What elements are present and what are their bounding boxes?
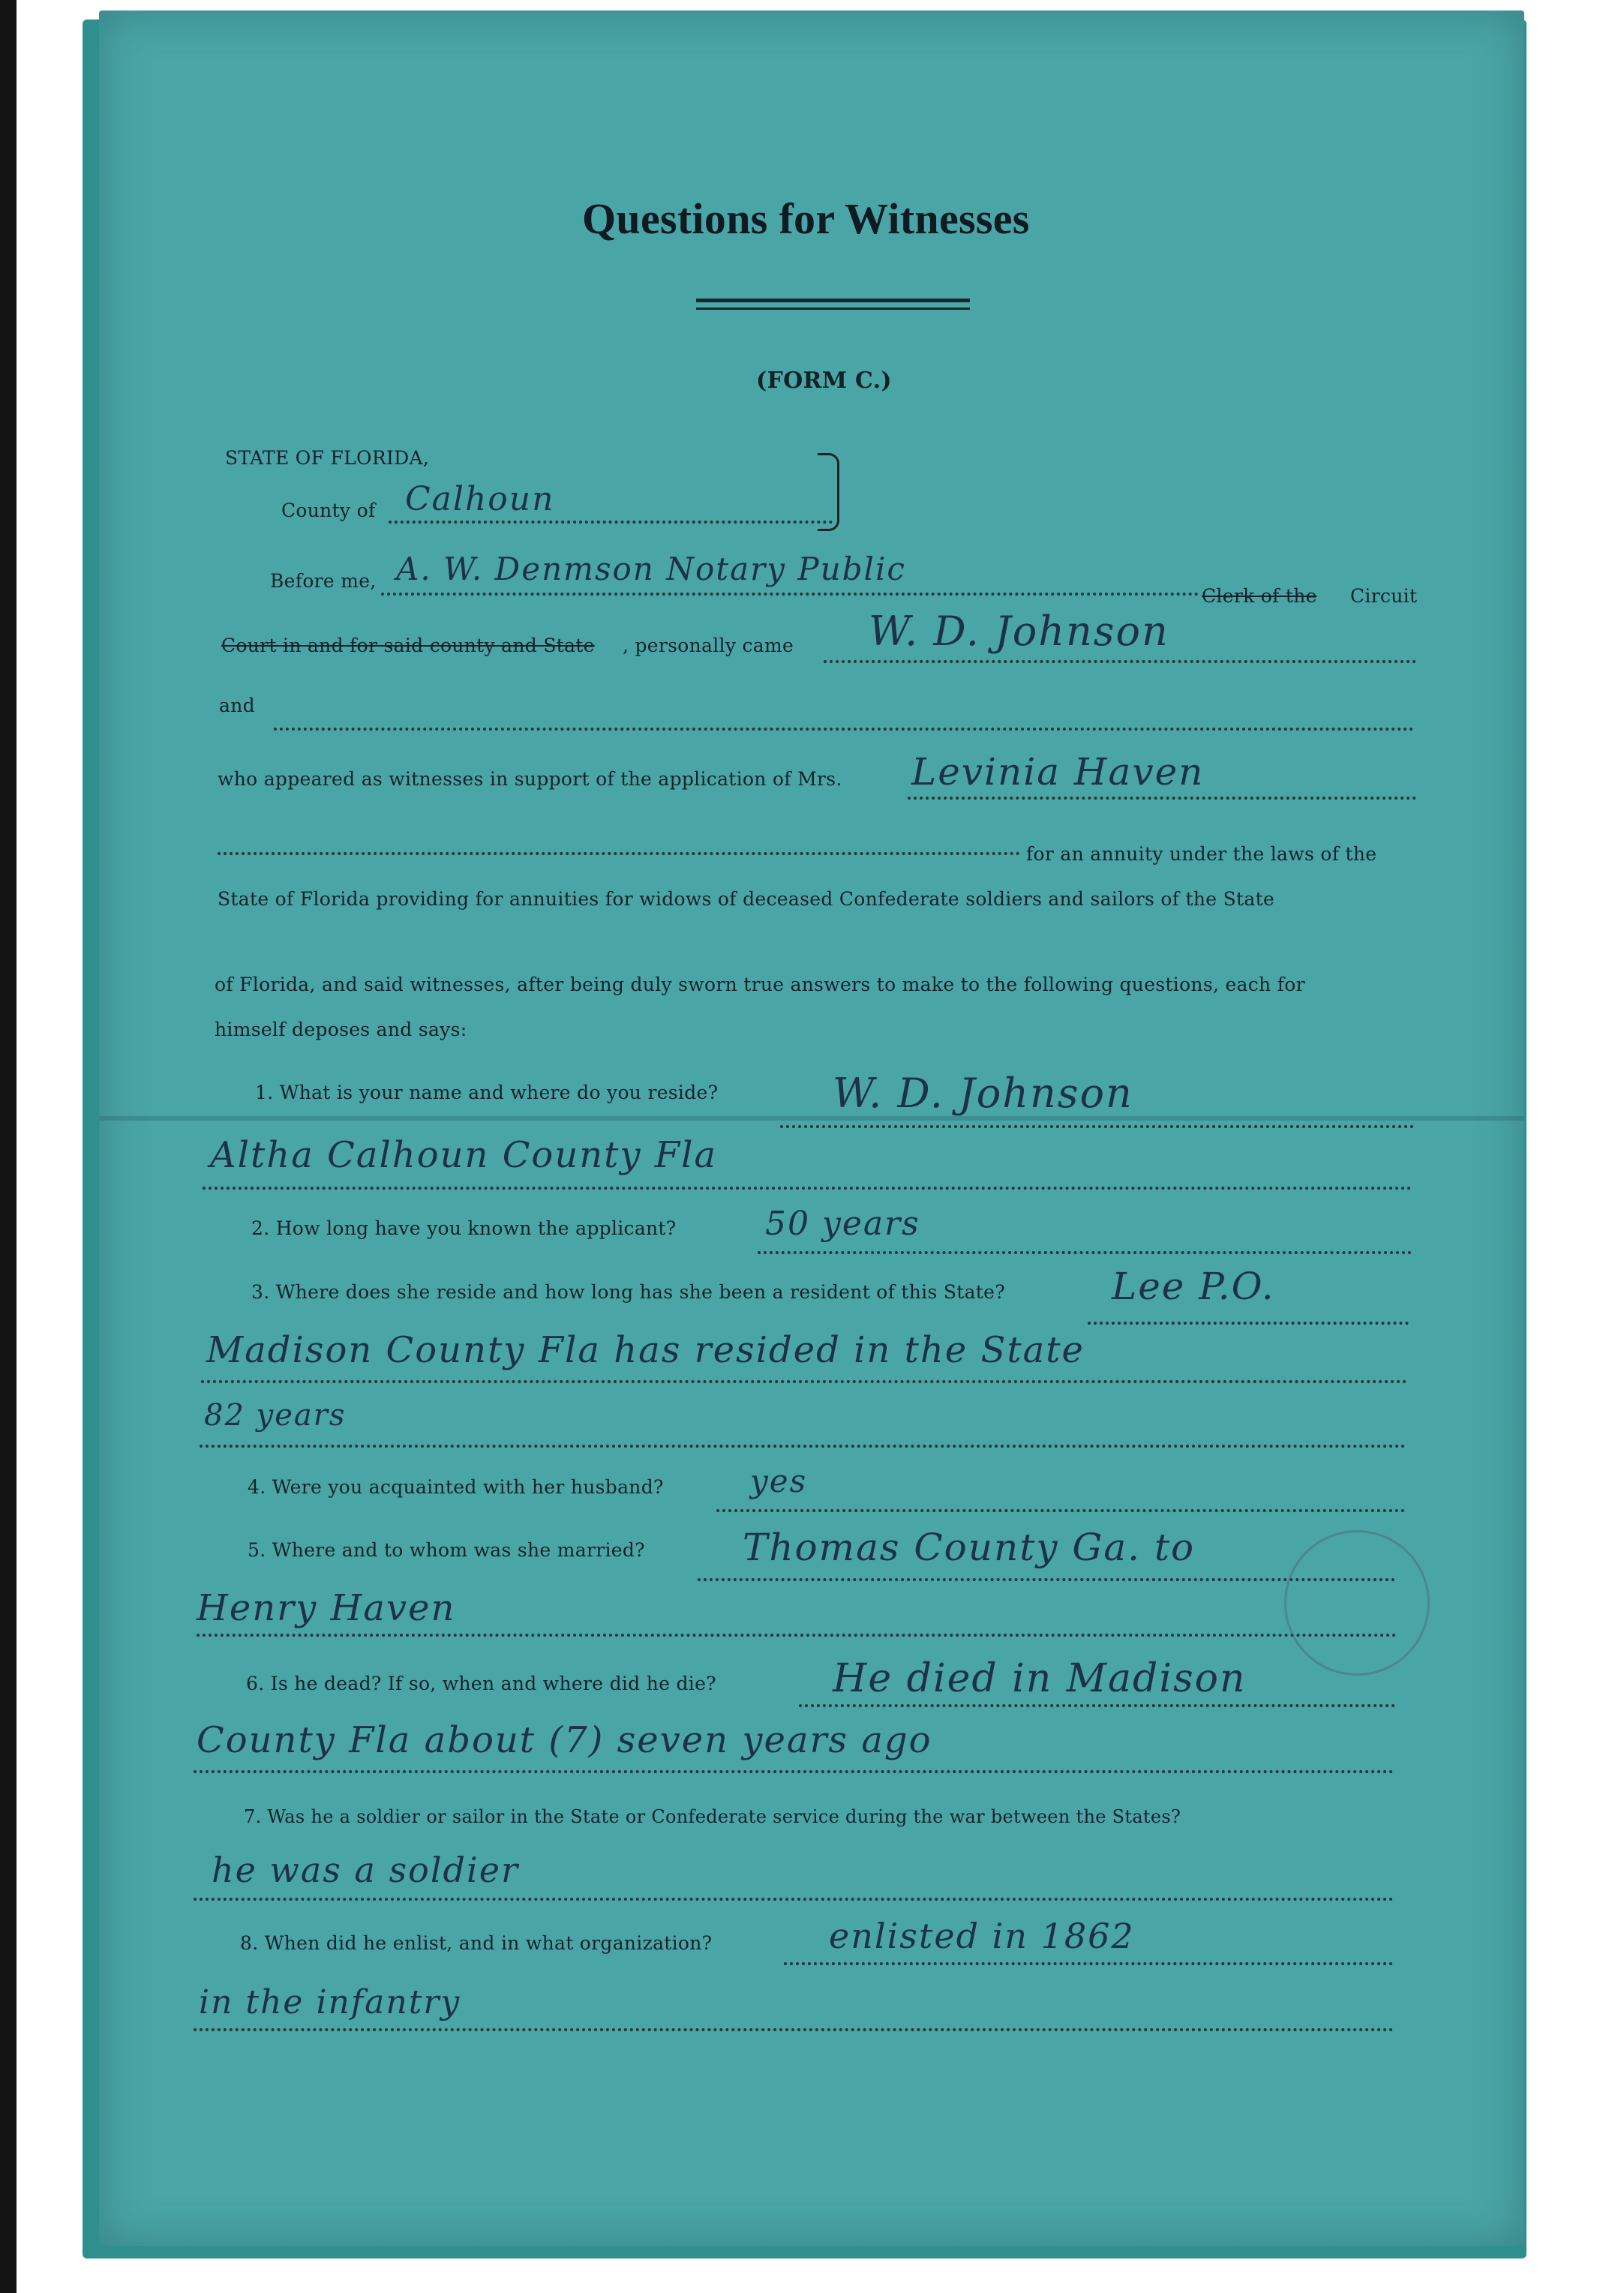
and-dots — [274, 728, 1414, 731]
scan-edge — [0, 0, 17, 2293]
answer-8-line-1: enlisted in 1862 — [829, 1916, 1135, 1956]
answer-2: 50 years — [765, 1205, 920, 1243]
answer-8-line-2: in the infantry — [199, 1983, 461, 2021]
annuity-tail: for an annuity under the laws of the — [1026, 843, 1377, 865]
a3-line-2-dots — [201, 1380, 1407, 1383]
clerk-struck-text: Clerk of the — [1202, 585, 1317, 607]
question-2: 2. How long have you known the applicant? — [251, 1217, 677, 1239]
question-8: 8. When did he enlist, and in what organization? — [240, 1932, 713, 1954]
q2-dots — [758, 1251, 1412, 1254]
title-rule-bottom — [696, 308, 970, 310]
court-struck-text: Court in and for said county and State — [221, 635, 595, 656]
answer-6-line-2: County Fla about (7) seven years ago — [197, 1719, 932, 1761]
a5-line-2-dots — [197, 1634, 1397, 1637]
answer-7: he was a soldier — [212, 1850, 519, 1890]
answer-5-line-2: Henry Haven — [197, 1587, 456, 1629]
answer-4: yes — [750, 1463, 808, 1499]
q3-dots — [1088, 1322, 1409, 1325]
q6-dots — [799, 1704, 1395, 1707]
county-dots — [389, 521, 833, 524]
annuity-dots — [218, 852, 1020, 855]
a3-line-3-dots — [200, 1445, 1406, 1448]
answer-3-line-2: Madison County Fla has resided in the State — [206, 1329, 1085, 1371]
before-me-handwriting: A. W. Denmson Notary Public — [396, 551, 906, 587]
county-label: County of — [281, 500, 376, 521]
answer-1-line-1: W. D. Johnson — [833, 1070, 1133, 1117]
a8-line-2-dots — [194, 2028, 1394, 2031]
body-line-3: himself deposes and says: — [215, 1019, 467, 1040]
witness-1-handwriting: W. D. Johnson — [869, 608, 1169, 655]
before-me-label: Before me, — [270, 570, 377, 592]
appeared-text: who appeared as witnesses in support of the application of Mrs. — [218, 768, 842, 790]
state-line: STATE OF FLORIDA, — [225, 447, 430, 469]
a6-line-2-dots — [194, 1770, 1394, 1773]
and-label: and — [219, 695, 255, 716]
witness-dots — [824, 660, 1416, 663]
answer-6-line-1: He died in Madison — [833, 1656, 1247, 1701]
question-6: 6. Is he dead? If so, when and where did he die? — [246, 1673, 716, 1694]
before-me-dots — [381, 593, 1199, 596]
personally-came-label: , personally came — [623, 635, 794, 656]
question-3: 3. Where does she reside and how long has she been a resident of this State? — [251, 1281, 1005, 1303]
paper-fold — [99, 1116, 1524, 1121]
body-line-2: of Florida, and said witnesses, after being duly sworn true answers to make to the following questions, each for — [215, 974, 1305, 995]
applicant-dots — [908, 797, 1416, 800]
answer-1-line-2: Altha Calhoun County Fla — [210, 1134, 718, 1176]
title-rule-top — [696, 299, 970, 302]
applicant-handwriting: Levinia Haven — [911, 750, 1205, 794]
q1-dots — [780, 1125, 1414, 1128]
answer-3-line-1: Lee P.O. — [1112, 1265, 1275, 1308]
question-7: 7. Was he a soldier or sailor in the State or Confederate service during the war between the States? — [244, 1806, 1181, 1827]
a7-dots — [194, 1898, 1394, 1901]
circuit-word: Circuit — [1350, 585, 1418, 607]
form-paper — [99, 11, 1524, 2246]
state-brace — [818, 453, 839, 531]
answer-3-line-3: 82 years — [204, 1398, 347, 1433]
a1-line-2-dots — [203, 1187, 1412, 1190]
question-1: 1. What is your name and where do you reside? — [255, 1082, 719, 1103]
answer-5-line-1: Thomas County Ga. to — [743, 1526, 1196, 1569]
form-title: Questions for Witnesses — [582, 194, 1030, 243]
county-handwriting: Calhoun — [405, 480, 555, 518]
question-5: 5. Where and to whom was she married? — [248, 1539, 645, 1561]
form-label: (FORM C.) — [756, 368, 892, 394]
question-4: 4. Were you acquainted with her husband? — [248, 1476, 664, 1498]
q4-dots — [716, 1509, 1405, 1512]
postmark-stamp — [1284, 1530, 1430, 1676]
body-line-1: State of Florida providing for annuities for widows of deceased Confederate soldiers and sailors of the State — [218, 888, 1275, 910]
q8-dots — [784, 1962, 1393, 1965]
